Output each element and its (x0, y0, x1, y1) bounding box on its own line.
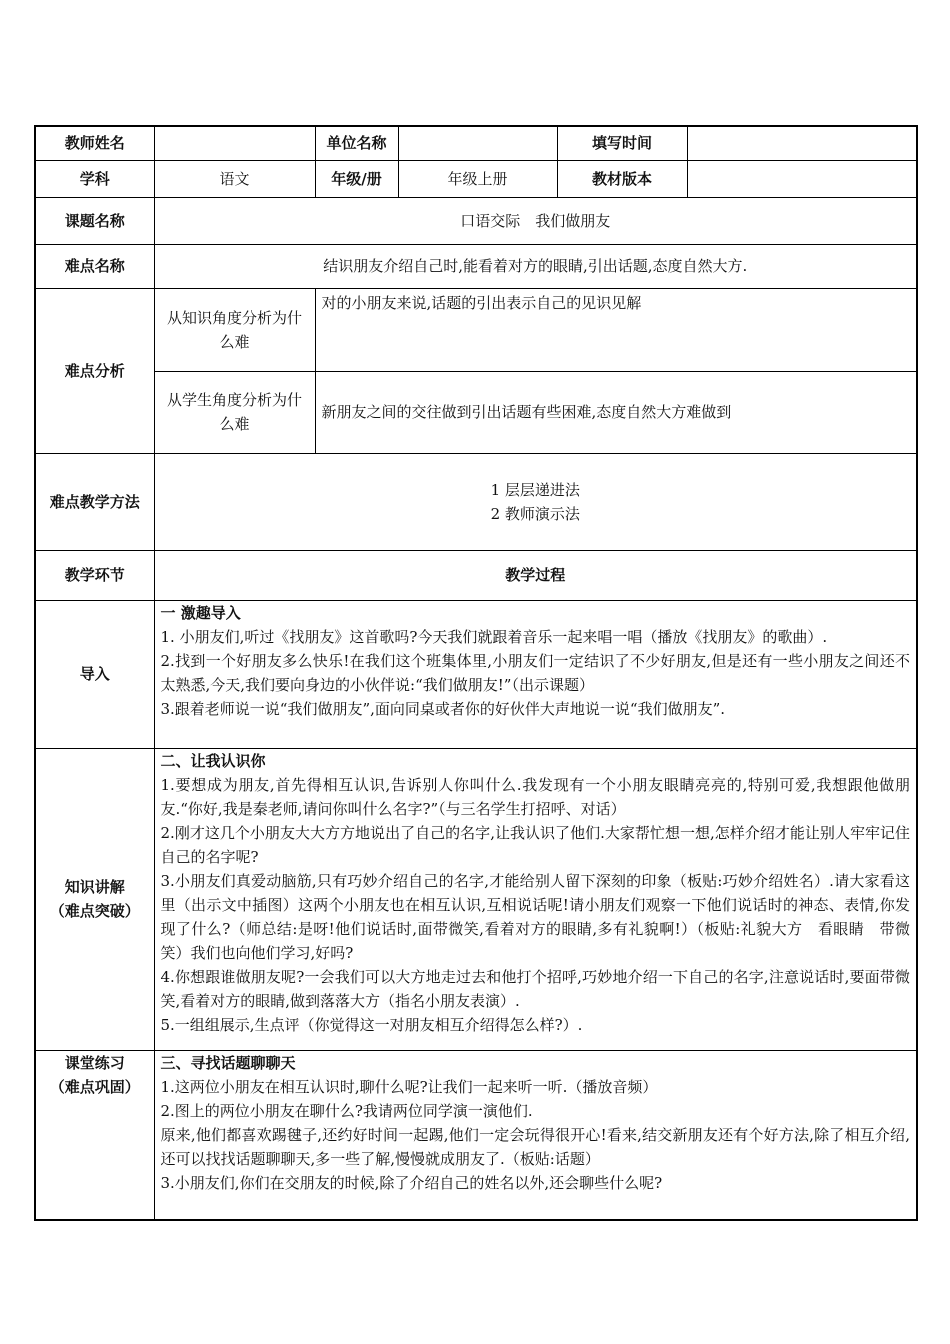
edition-label: 教材版本 (557, 160, 687, 197)
grade-value: 年级上册 (398, 160, 557, 197)
lesson-plan-table (34, 125, 918, 1221)
knowledge-paragraph: 1.要想成为朋友,首先得相互认识,告诉别人你叫什么.我发现有一个小朋友眼睛亮亮的,特别可爱,我想跟他做朋友.“你好,我是秦老师,请问你叫什么名字?”（与三名学生打招呼、对话） (160, 775, 910, 818)
difficulty-value: 结识朋友介绍自己时,能看着对方的眼睛,引出话题,态度自然大方. (154, 244, 917, 288)
fill-time-label: 填写时间 (557, 126, 687, 160)
intro-paragraph: 2.找到一个好朋友多么快乐!在我们这个班集体里,小朋友们一定结识了不少好朋友,但是还有一些小朋友之间还不太熟悉,今天,我们要向身边的小伙伴说:“我们做朋友!”（出示课题） (160, 651, 910, 694)
practice-paragraph: 原来,他们都喜欢踢毽子,还约好时间一起踢,他们一定会玩得很开心!看来,结交新朋友还有个好方法,除了相互介绍,还可以找找话题聊聊天,多一些了解,慢慢就成朋友了.（板贴:话题） (160, 1125, 910, 1168)
knowledge-label (35, 748, 154, 1050)
knowledge-label-line1: 知识讲解 (64, 878, 125, 896)
grade-label: 年级/册 (315, 160, 398, 197)
difficulty-label: 难点名称 (35, 244, 154, 288)
topic-value: 口语交际 我们做朋友 (154, 197, 917, 244)
subject-value: 语文 (154, 160, 315, 197)
fill-time-value (687, 126, 917, 160)
knowledge-angle-value: 对的小朋友来说,话题的引出表示自己的见识见解 (315, 288, 917, 371)
topic-row (35, 197, 917, 244)
knowledge-label-line2: （难点突破） (49, 902, 140, 920)
knowledge-paragraph: 5.一组组展示,生点评（你觉得这一对朋友相互介绍得怎么样?）. (160, 1015, 583, 1034)
knowledge-heading: 二、让我认识你 (160, 751, 266, 770)
knowledge-paragraph: 4.你想跟谁做朋友呢?一会我们可以大方地走过去和他打个招呼,巧妙地介绍一下自己的名字,注意说话时,要面带微笑,看着对方的眼睛,做到落落大方（指名小朋友表演）. (160, 967, 910, 1010)
process-header-row (35, 550, 917, 600)
edition-value (687, 160, 917, 197)
header-row-1 (35, 126, 917, 160)
practice-label-line2: （难点巩固） (49, 1077, 140, 1096)
intro-row (35, 600, 917, 748)
analysis-row-student (35, 371, 917, 453)
knowledge-row (35, 748, 917, 1050)
methods-list (154, 453, 917, 550)
unit-value (398, 126, 557, 160)
practice-paragraph: 2.图上的两位小朋友在聊什么?我请两位同学演一演他们. (160, 1101, 533, 1120)
difficulty-row (35, 244, 917, 288)
intro-paragraph: 3.跟着老师说一说“我们做朋友”,面向同桌或者你的好伙伴大声地说一说“我们做朋友”. (160, 699, 726, 718)
practice-row (35, 1050, 917, 1220)
header-row-2 (35, 160, 917, 197)
teacher-name-label: 教师姓名 (35, 126, 154, 160)
teacher-name-value (154, 126, 315, 160)
practice-label-line1: 课堂练习 (64, 1053, 125, 1072)
methods-row (35, 453, 917, 550)
practice-paragraph: 1.这两位小朋友在相互认识时,聊什么呢?让我们一起来听一听.（播放音频） (160, 1077, 658, 1096)
practice-content (154, 1050, 917, 1220)
intro-heading: 一 激趣导入 (160, 603, 241, 622)
unit-label: 单位名称 (315, 126, 398, 160)
method-item: 1 层层递进法 (490, 480, 580, 499)
knowledge-content (154, 748, 917, 1050)
knowledge-angle-label: 从知识角度分析为什么难 (154, 288, 315, 371)
student-angle-label: 从学生角度分析为什么难 (154, 371, 315, 453)
practice-heading: 三、寻找话题聊聊天 (160, 1053, 296, 1072)
process-header-label: 教学过程 (154, 550, 917, 600)
intro-paragraph: 1. 小朋友们,听过《找朋友》这首歌吗?今天我们就跟着音乐一起来唱一唱（播放《找朋友》的歌曲）. (160, 627, 828, 646)
practice-label (35, 1050, 154, 1220)
knowledge-paragraph: 3.小朋友们真爱动脑筋,只有巧妙介绍自己的名字,才能给别人留下深刻的印象（板贴:巧妙介绍姓名）.请大家看这里（出示文中插图）这两个小朋友也在相互认识,互相说话呢!请小朋友们观察一下他们说话时的神态、表情,你发现了什么?（师总结:是呀!他们说话时,面带微笑,看着对方的眼睛,多有礼貌啊!）（板贴:礼貌大方 看眼睛 带微笑）我们也向他们学习,好吗? (160, 871, 910, 962)
stage-header-label: 教学环节 (35, 550, 154, 600)
topic-label: 课题名称 (35, 197, 154, 244)
analysis-label: 难点分析 (35, 288, 154, 453)
subject-label: 学科 (35, 160, 154, 197)
analysis-row-knowledge (35, 288, 917, 371)
intro-content (154, 600, 917, 748)
knowledge-paragraph: 2.刚才这几个小朋友大大方方地说出了自己的名字,让我认识了他们.大家帮忙想一想,怎样介绍才能让别人牢牢记住自己的名字呢? (160, 823, 910, 866)
methods-label: 难点教学方法 (35, 453, 154, 550)
student-angle-value: 新朋友之间的交往做到引出话题有些困难,态度自然大方难做到 (315, 371, 917, 453)
intro-label: 导入 (35, 600, 154, 748)
method-item: 2 教师演示法 (490, 504, 580, 523)
practice-paragraph: 3.小朋友们,你们在交朋友的时候,除了介绍自己的姓名以外,还会聊些什么呢? (160, 1173, 663, 1192)
